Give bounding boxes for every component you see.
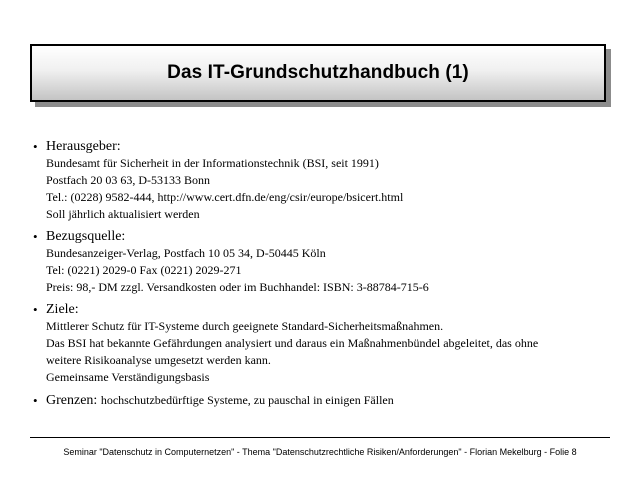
bullet-icon: • — [33, 393, 38, 408]
section-line: Postfach 20 03 63, D-53133 Bonn — [46, 173, 210, 187]
section-heading: Bezugsquelle: — [46, 229, 126, 244]
section-grenzen — [32, 392, 612, 409]
footer-divider — [30, 437, 610, 438]
bullet-icon: • — [33, 229, 38, 244]
slide-title: Das IT-Grundschutzhandbuch (1) — [167, 62, 469, 83]
section-line: Mittlerer Schutz für IT-Systeme durch geeignete Standard-Sicherheitsmaßnahmen. — [46, 319, 444, 333]
slide-content — [32, 138, 612, 409]
section-ziele — [32, 301, 612, 386]
section-line: Preis: 98,- DM zzgl. Versandkosten oder im Buchhandel: ISBN: 3-88784-715-6 — [46, 280, 429, 294]
slide-footer: Seminar "Datenschutz in Computernetzen" - Thema "Datenschutzrechtliche Risiken/Anforderungen" - Florian Mekelburg - Folie 8 — [63, 447, 577, 457]
section-line: weitere Risikoanalyse umgesetzt werden kann. — [46, 353, 271, 367]
section-heading-line — [46, 392, 612, 409]
bullet-icon: • — [33, 139, 38, 154]
section-line: Tel: (0221) 2029-0 Fax (0221) 2029-271 — [46, 263, 242, 277]
section-bezugsquelle — [32, 228, 612, 296]
slide-title-box — [30, 44, 606, 102]
section-line: Soll jährlich aktualisiert werden — [46, 207, 200, 221]
section-line: Bundesamt für Sicherheit in der Informationstechnik (BSI, seit 1991) — [46, 156, 379, 170]
section-heading: Grenzen: — [46, 393, 98, 408]
section-inline-text: hochschutzbedürftige Systeme, zu pauschal in einigen Fällen — [100, 393, 394, 407]
bullet-icon: • — [33, 302, 38, 317]
section-heading: Ziele: — [46, 302, 79, 317]
section-line: Gemeinsame Verständigungsbasis — [46, 370, 210, 384]
section-herausgeber — [32, 138, 612, 223]
section-line: Bundesanzeiger-Verlag, Postfach 10 05 34, D-50445 Köln — [46, 246, 326, 260]
section-heading: Herausgeber: — [46, 139, 121, 154]
section-line: Tel.: (0228) 9582-444, http://www.cert.dfn.de/eng/csir/europe/bsicert.html — [46, 190, 404, 204]
section-line: Das BSI hat bekannte Gefährdungen analysiert und daraus ein Maßnahmenbündel abgeleitet, das ohne — [46, 336, 539, 350]
